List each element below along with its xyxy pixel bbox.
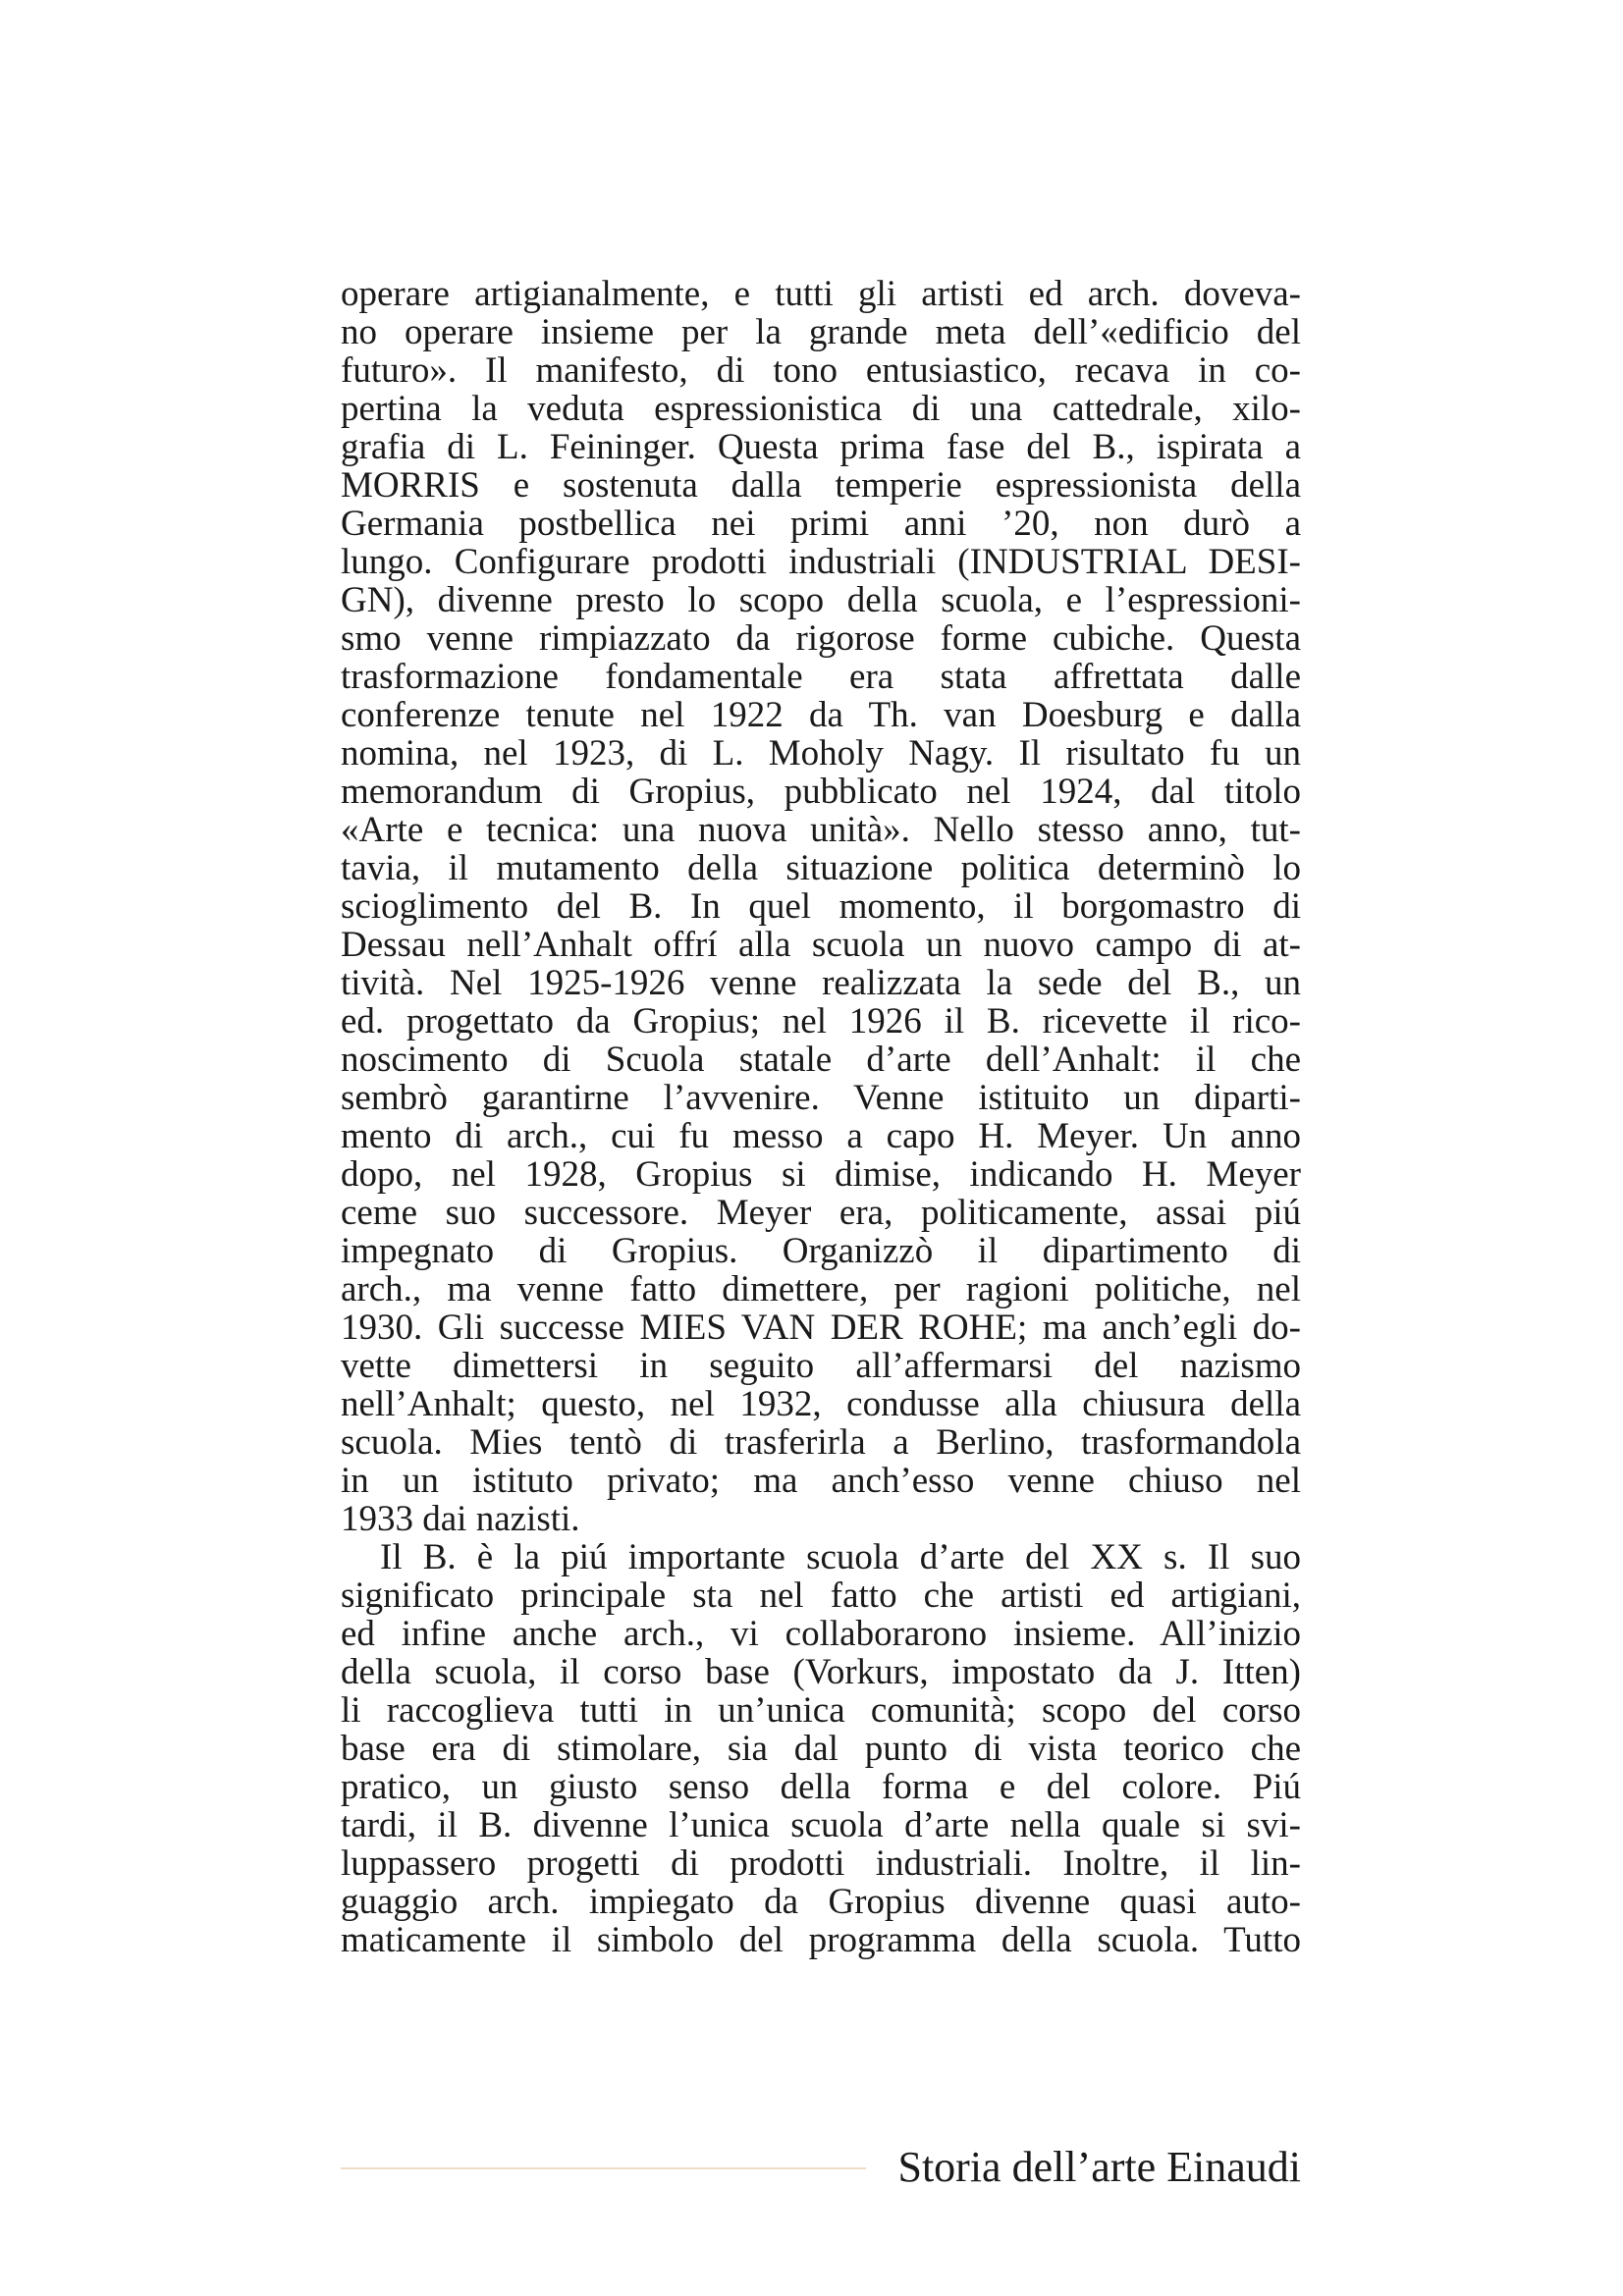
text-line: Dessau nell’Anhalt offrí alla scuola un nuovo campo di at- bbox=[341, 925, 1301, 965]
text-line: maticamente il simbolo del programma della scuola. Tutto bbox=[341, 1920, 1301, 1960]
text-line: futuro». Il manifesto, di tono entusiastico, recava in co- bbox=[341, 350, 1301, 391]
text-line: tavia, il mutamento della situazione politica determinò lo bbox=[341, 848, 1301, 888]
body-text bbox=[341, 275, 1301, 1959]
text-line: vette dimettersi in seguito all’affermarsi del nazismo bbox=[341, 1346, 1301, 1386]
text-line: GN), divenne presto lo scopo della scuola, e l’espressioni- bbox=[341, 580, 1301, 620]
text-line: 1930. Gli successe MIES VAN DER ROHE; ma anch’egli do- bbox=[341, 1308, 1301, 1348]
text-line: guaggio arch. impiegato da Gropius divenne quasi auto- bbox=[341, 1882, 1301, 1922]
text-line: operare artigianalmente, e tutti gli artisti ed arch. doveva- bbox=[341, 274, 1301, 314]
text-line: significato principale sta nel fatto che artisti ed artigiani, bbox=[341, 1575, 1301, 1616]
footer-title: Storia dell’arte Einaudi bbox=[897, 2143, 1301, 2191]
text-line: pertina la veduta espressionistica di una cattedrale, xilo- bbox=[341, 389, 1301, 429]
text-line: lungo. Configurare prodotti industriali (INDUSTRIAL DESI- bbox=[341, 542, 1301, 582]
text-line: memorandum di Gropius, pubblicato nel 1924, dal titolo bbox=[341, 772, 1301, 812]
text-line: li raccoglieva tutti in un’unica comunità; scopo del corso bbox=[341, 1690, 1301, 1731]
text-line: trasformazione fondamentale era stata affrettata dalle bbox=[341, 657, 1301, 697]
text-line: conferenze tenute nel 1922 da Th. van Doesburg e dalla bbox=[341, 695, 1301, 735]
text-line: Germania postbellica nei primi anni ’20, non durò a bbox=[341, 504, 1301, 544]
paragraph-start-line: Il B. è la piú importante scuola d’arte del XX s. Il suo bbox=[380, 1537, 1301, 1577]
text-line: mento di arch., cui fu messo a capo H. Meyer. Un anno bbox=[341, 1116, 1301, 1156]
text-line: grafia di L. Feininger. Questa prima fase del B., ispirata a bbox=[341, 427, 1301, 467]
text-line: scuola. Mies tentò di trasferirla a Berlino, trasformandola bbox=[341, 1422, 1301, 1463]
text-line: dopo, nel 1928, Gropius si dimise, indicando H. Meyer bbox=[341, 1154, 1301, 1195]
text-line: MORRIS e sostenuta dalla temperie espressionista della bbox=[341, 465, 1301, 506]
paragraph-end-line: 1933 dai nazisti. bbox=[341, 1499, 580, 1539]
text-line: ed infine anche arch., vi collaborarono insieme. All’inizio bbox=[341, 1614, 1301, 1654]
text-line: «Arte e tecnica: una nuova unità». Nello stesso anno, tut- bbox=[341, 810, 1301, 850]
text-line: ed. progettato da Gropius; nel 1926 il B. ricevette il rico- bbox=[341, 1001, 1301, 1041]
text-line: noscimento di Scuola statale d’arte dell’Anhalt: il che bbox=[341, 1040, 1301, 1080]
text-line: ceme suo successore. Meyer era, politicamente, assai piú bbox=[341, 1193, 1301, 1233]
text-line: della scuola, il corso base (Vorkurs, impostato da J. Itten) bbox=[341, 1652, 1301, 1692]
text-line: tività. Nel 1925-1926 venne realizzata la sede del B., un bbox=[341, 963, 1301, 1003]
text-line: arch., ma venne fatto dimettere, per ragioni politiche, nel bbox=[341, 1269, 1301, 1309]
text-line: nell’Anhalt; questo, nel 1932, condusse alla chiusura della bbox=[341, 1384, 1301, 1424]
text-line: sembrò garantirne l’avvenire. Venne istituito un diparti- bbox=[341, 1078, 1301, 1118]
text-line: pratico, un giusto senso della forma e del colore. Piú bbox=[341, 1767, 1301, 1807]
text-line: nomina, nel 1923, di L. Moholy Nagy. Il risultato fu un bbox=[341, 733, 1301, 774]
text-line: scioglimento del B. In quel momento, il borgomastro di bbox=[341, 886, 1301, 927]
text-line: base era di stimolare, sia dal punto di vista teorico che bbox=[341, 1729, 1301, 1769]
text-line: impegnato di Gropius. Organizzò il dipartimento di bbox=[341, 1231, 1301, 1271]
footer-rule bbox=[341, 2167, 866, 2169]
text-line: in un istituto privato; ma anch’esso venne chiuso nel bbox=[341, 1461, 1301, 1501]
text-line: luppassero progetti di prodotti industriali. Inoltre, il lin- bbox=[341, 1843, 1301, 1884]
text-line: no operare insieme per la grande meta dell’«edificio del bbox=[341, 312, 1301, 352]
text-line: smo venne rimpiazzato da rigorose forme cubiche. Questa bbox=[341, 618, 1301, 659]
text-line: tardi, il B. divenne l’unica scuola d’arte nella quale si svi- bbox=[341, 1805, 1301, 1845]
